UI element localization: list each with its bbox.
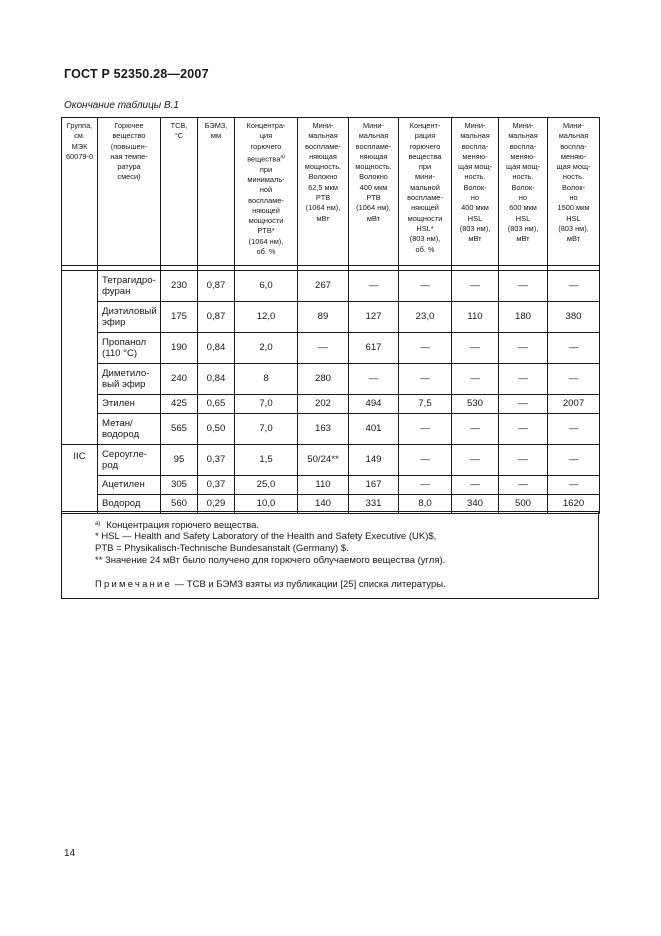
power-62-ptb-cell: 89 (298, 302, 349, 333)
power-600-hsl-cell: — (499, 476, 548, 495)
tsv-cell: 305 (161, 476, 198, 495)
conc-ptb-cell: 8 (235, 364, 298, 395)
substance-cell: Этилен (98, 395, 161, 414)
group-cell (62, 271, 98, 445)
power-400-ptb-cell: 127 (349, 302, 399, 333)
power-600-hsl-cell: — (499, 445, 548, 476)
tsv-cell: 565 (161, 414, 198, 445)
bemz-cell: 0,37 (198, 445, 235, 476)
power-62-ptb-cell: 140 (298, 495, 349, 514)
header-cell-power-400-ptb: Мини- мальная воспламе- няющая мощность. Волокно 400 мкм PTB (1064 нм), мВт (349, 118, 399, 266)
substance-cell: Диметило- вый эфир (98, 364, 161, 395)
header-cell-power-400-hsl: Мини- мальная воспла- меняю- щая мощ- ность. Волок- но 400 мкм HSL (803 нм), мВт (452, 118, 499, 266)
power-62-ptb-cell: 50/24** (298, 445, 349, 476)
conc-ptb-cell: 7,0 (235, 395, 298, 414)
power-600-hsl-cell: — (499, 364, 548, 395)
conc-ptb-cell: 10,0 (235, 495, 298, 514)
power-1500-hsl-cell: — (548, 445, 600, 476)
tsv-cell: 230 (161, 271, 198, 302)
tsv-cell: 175 (161, 302, 198, 333)
power-400-ptb-cell: — (349, 364, 399, 395)
substance-cell: Пропанол (110 °С) (98, 333, 161, 364)
power-1500-hsl-cell: — (548, 476, 600, 495)
table-caption: Окончание таблицы В.1 (64, 100, 179, 111)
power-400-hsl-cell: 110 (452, 302, 499, 333)
conc-hsl-cell: — (399, 364, 452, 395)
tsv-cell: 560 (161, 495, 198, 514)
conc-hsl-cell: — (399, 271, 452, 302)
header-cell-conc-hsl: Концент- рация горючего вещества при мини- мальной воспламе- няющей мощности HSL* (803 нм), об. % (399, 118, 452, 266)
table-row (62, 364, 600, 395)
conc-ptb-cell: 2,0 (235, 333, 298, 364)
table-row (62, 302, 600, 333)
conc-hsl-cell: — (399, 333, 452, 364)
power-400-hsl-cell: 340 (452, 495, 499, 514)
page-number: 14 (64, 848, 76, 859)
power-400-hsl-cell: — (452, 476, 499, 495)
power-1500-hsl-cell: 380 (548, 302, 600, 333)
substance-cell: Тетрагидро- фуран (98, 271, 161, 302)
footnote-ptb: PTB = Physikalisch-Technische Bundesanstalt (Germany) $. (95, 543, 349, 554)
table-row (62, 271, 600, 302)
conc-hsl-cell: — (399, 414, 452, 445)
power-62-ptb-cell: 202 (298, 395, 349, 414)
table-notes (61, 511, 599, 599)
power-1500-hsl-cell: — (548, 414, 600, 445)
tsv-cell: 425 (161, 395, 198, 414)
power-62-ptb-cell: 267 (298, 271, 349, 302)
tsv-cell: 190 (161, 333, 198, 364)
conc-hsl-cell: — (399, 476, 452, 495)
substance-cell: Сероугле- род (98, 445, 161, 476)
bemz-cell: 0,37 (198, 476, 235, 495)
bemz-cell: 0,87 (198, 302, 235, 333)
header-cell-power-1500-hsl: Мини- мальная воспла- меняю- щая мощ- ность. Волок- но 1500 мкм HSL (803 нм), мВт (548, 118, 600, 266)
table-row (62, 445, 600, 476)
footnote-a-mark: а) (95, 521, 101, 527)
power-1500-hsl-cell: 2007 (548, 395, 600, 414)
power-600-hsl-cell: — (499, 395, 548, 414)
power-400-ptb-cell: 617 (349, 333, 399, 364)
table-row (62, 414, 600, 445)
power-62-ptb-cell: — (298, 333, 349, 364)
substance-cell: Диэтиловый эфир (98, 302, 161, 333)
power-62-ptb-cell: 110 (298, 476, 349, 495)
power-400-ptb-cell: 149 (349, 445, 399, 476)
document-title: ГОСТ Р 52350.28—2007 (64, 67, 209, 81)
footnote-a (95, 518, 259, 532)
bemz-cell: 0,65 (198, 395, 235, 414)
header-cell-substance: Горючее вещество (повышен- ная темпе- ратура смеси) (98, 118, 161, 266)
header-cell-power-62-ptb: Мини- мальная воспламе- няющая мощность. Волокно 62,5 мкм PTB (1064 нм), мВт (298, 118, 349, 266)
power-62-ptb-cell: 280 (298, 364, 349, 395)
remark-text: — ТСВ и БЭМЗ взяты из публикации [25] списка литературы. (174, 579, 446, 590)
bemz-cell: 0,29 (198, 495, 235, 514)
substance-cell: Ацетилен (98, 476, 161, 495)
header-cell-tsv: ТСВ, °C (161, 118, 198, 266)
header-cell-bemz: БЭМЗ, мм (198, 118, 235, 266)
conc-ptb-cell: 6,0 (235, 271, 298, 302)
conc-ptb-cell: 12,0 (235, 302, 298, 333)
table-header-row (62, 118, 600, 266)
conc-ptb-cell: 1,5 (235, 445, 298, 476)
ignition-data-table (61, 117, 600, 514)
conc-hsl-cell: — (399, 445, 452, 476)
power-600-hsl-cell: 180 (499, 302, 548, 333)
bemz-cell: 0,84 (198, 364, 235, 395)
conc-ptb-cell: 25,0 (235, 476, 298, 495)
remark-label: Примечание (95, 579, 172, 590)
bemz-cell: 0,87 (198, 271, 235, 302)
table-row (62, 476, 600, 495)
power-400-hsl-cell: — (452, 364, 499, 395)
power-400-ptb-cell: 167 (349, 476, 399, 495)
substance-cell: Метан/ водород (98, 414, 161, 445)
power-400-hsl-cell: — (452, 333, 499, 364)
bemz-cell: 0,50 (198, 414, 235, 445)
power-400-ptb-cell: — (349, 271, 399, 302)
power-1500-hsl-cell: 1620 (548, 495, 600, 514)
tsv-cell: 95 (161, 445, 198, 476)
power-1500-hsl-cell: — (548, 271, 600, 302)
bemz-cell: 0,84 (198, 333, 235, 364)
power-400-ptb-cell: 494 (349, 395, 399, 414)
footnote-hsl: * HSL — Health and Safety Laboratory of the Health and Safety Executive (UK)$, (95, 531, 437, 542)
tsv-cell: 240 (161, 364, 198, 395)
conc-hsl-cell: 8,0 (399, 495, 452, 514)
power-600-hsl-cell: — (499, 333, 548, 364)
header-cell-conc-ptb: Концентра- ция горючего вещества$^{а)}$ при минималь- ной воспламе- няющей мощности PTB* (1064 нм), об. % (235, 118, 298, 266)
conc-hsl-cell: 23,0 (399, 302, 452, 333)
table-row (62, 395, 600, 414)
power-400-ptb-cell: 401 (349, 414, 399, 445)
power-600-hsl-cell: 500 (499, 495, 548, 514)
conc-hsl-cell: 7,5 (399, 395, 452, 414)
power-62-ptb-cell: 163 (298, 414, 349, 445)
power-400-hsl-cell: — (452, 414, 499, 445)
power-400-ptb-cell: 331 (349, 495, 399, 514)
power-400-hsl-cell: — (452, 271, 499, 302)
footnote-value24: ** Значение 24 мВт было получено для горючего облучаемого вещества (угля). (95, 555, 446, 566)
substance-cell: Водород (98, 495, 161, 514)
header-cell-group: Группа, см. МЭК 60079-0 (62, 118, 98, 266)
header-cell-power-600-hsl: Мини- мальная воспла- меняю- щая мощ- ность. Волок- но 600 мкм HSL (803 нм), мВт (499, 118, 548, 266)
footnote-a-text: Концентрация горючего вещества. (106, 520, 260, 531)
power-1500-hsl-cell: — (548, 364, 600, 395)
power-600-hsl-cell: — (499, 271, 548, 302)
power-600-hsl-cell: — (499, 414, 548, 445)
table-row (62, 333, 600, 364)
remark (95, 579, 446, 591)
power-400-hsl-cell: — (452, 445, 499, 476)
conc-ptb-cell: 7,0 (235, 414, 298, 445)
power-1500-hsl-cell: — (548, 333, 600, 364)
power-400-hsl-cell: 530 (452, 395, 499, 414)
group-cell: IIC (62, 445, 98, 514)
